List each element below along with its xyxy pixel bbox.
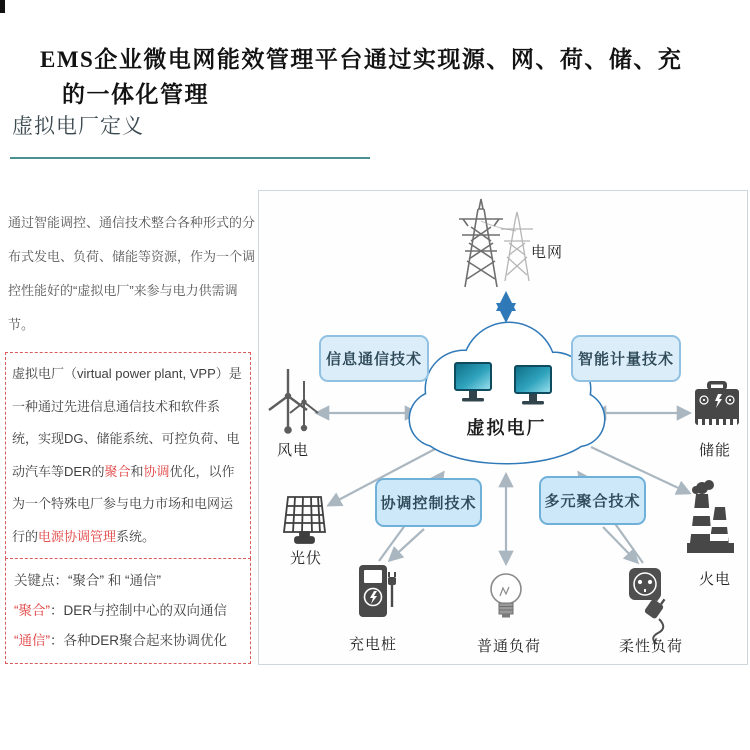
node-label-flexible-load: 柔性负荷 bbox=[619, 638, 684, 655]
node-label-storage: 储能 bbox=[699, 442, 732, 459]
keypoints-line3: “通信”：各种DER聚合起来协调优化 bbox=[14, 633, 228, 648]
ev-charger-icon bbox=[359, 565, 396, 617]
node-label-wind: 风电 bbox=[277, 442, 310, 459]
tech-box-multi-aggregation: 多元聚合技术 bbox=[539, 476, 646, 525]
node-label-thermal: 火电 bbox=[699, 571, 732, 588]
tech-box-smart-metering: 智能计量技术 bbox=[571, 335, 681, 382]
intro-paragraph: 通过智能调控、通信技术整合各种形式的分布式发电、负荷、储能等资源，作为一个调控性能好的“虚拟电厂”来参与电力供需调节。 bbox=[8, 215, 256, 332]
page-title bbox=[40, 42, 730, 112]
keypoints-line2: “聚合”：DER与控制中心的双向通信 bbox=[14, 603, 228, 618]
tech-box-info-communication: 信息通信技术 bbox=[319, 335, 429, 382]
vpp-definition-text: 虚拟电厂（virtual power plant, VPP）是一种通过先进信息通信技术和软件系统，实现DG、储能系统、可控负荷、电动汽车等DER的聚合和协调优化，以作为一个特殊电厂参与电力市场和电网运行的电源协调管理系统。 bbox=[12, 366, 242, 544]
vpp-definition-box bbox=[5, 352, 251, 559]
node-label-grid: 电网 bbox=[531, 244, 564, 261]
vpp-diagram-panel bbox=[258, 190, 748, 665]
keypoints-line1: 关键点：“聚合” 和 “通信” bbox=[14, 573, 161, 588]
plug-icon bbox=[629, 568, 668, 644]
keypoints-box bbox=[5, 558, 251, 664]
heading-underline bbox=[10, 157, 370, 159]
wind-power-icon bbox=[269, 369, 318, 433]
node-label-charger: 充电桩 bbox=[349, 636, 398, 653]
thermal-power-icon bbox=[687, 480, 734, 553]
tech-box-coordinated-control: 协调控制技术 bbox=[375, 478, 482, 527]
corner-mark bbox=[0, 0, 5, 13]
page-title-line2: 的一体化管理 bbox=[62, 82, 209, 107]
node-label-solar: 光伏 bbox=[290, 550, 323, 567]
section-heading: 虚拟电厂定义 bbox=[12, 115, 144, 138]
power-grid-icon bbox=[459, 199, 533, 287]
cloud-label: 虚拟电厂 bbox=[466, 418, 547, 438]
battery-icon bbox=[695, 381, 739, 425]
node-label-normal-load: 普通负荷 bbox=[477, 638, 542, 655]
page-title-line1: EMS企业微电网能效管理平台通过实现源、网、荷、储、充 bbox=[40, 47, 683, 72]
solar-pv-icon bbox=[284, 497, 325, 543]
bulb-icon bbox=[491, 574, 521, 618]
